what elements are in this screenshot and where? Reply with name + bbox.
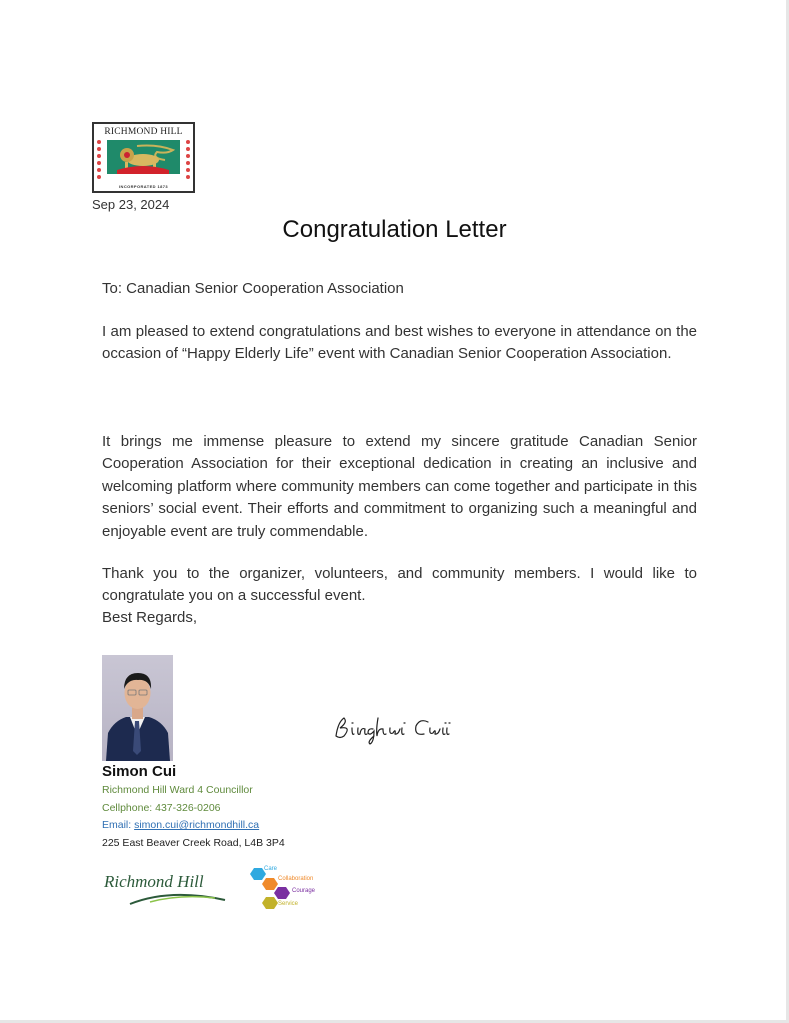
letter-title: Congratulation Letter: [282, 216, 507, 243]
paragraph-2: It brings me immense pleasure to extend my sincere gratitude Canadian Senior Cooperation Association for their exceptional dedication in creating an inclusive and welcoming platform where community members can come together and participate in this seniors’ social event. Their efforts and commitment to organizing such a meaningful and enjoyable event are truly commendable.: [102, 433, 697, 540]
paragraph-3: Thank you to the organizer, volunteers, and community members. I would like to congratulate you on a successful event.: [102, 565, 697, 605]
value-courage: Courage: [292, 888, 316, 894]
sender-name: Simon Cui: [102, 763, 177, 780]
values-hexagon-logo: [246, 866, 336, 914]
crest-lion-icon: [107, 140, 180, 179]
sender-cellphone: Cellphone: 437-326-0206: [102, 802, 221, 814]
richmond-hill-wordmark-logo: [100, 868, 232, 910]
email-label: Email:: [102, 819, 135, 831]
sender-email-line: [102, 819, 259, 831]
sender-portrait-photo: [102, 655, 173, 761]
closing: Best Regards,: [102, 609, 198, 626]
letter-date: Sep 23, 2024: [92, 197, 170, 212]
handwritten-signature: [330, 712, 465, 751]
richmond-hill-logo-wordmark: Richmond Hill: [104, 872, 204, 891]
value-care: Care: [264, 866, 278, 872]
crest-dots-left: [97, 140, 101, 182]
crest-title: RICHMOND HILL: [104, 127, 183, 137]
richmond-hill-logo-text: [104, 872, 204, 892]
value-collaboration: Collaboration: [278, 876, 314, 882]
crest-subtitle: INCORPORATED 1873: [119, 184, 168, 189]
richmond-hill-crest-logo: [92, 122, 195, 193]
paragraph-1: I am pleased to extend congratulations and best wishes to everyone in attendance on the occasion of “Happy Elderly Life” event with Canadian Senior Cooperation Association.: [102, 323, 697, 363]
crest-dots-right: [186, 140, 190, 182]
sender-role: Richmond Hill Ward 4 Councillor: [102, 784, 253, 796]
sender-address: 225 East Beaver Creek Road, L4B 3P4: [102, 837, 285, 849]
email-link[interactable]: simon.cui@richmondhill.ca: [134, 819, 260, 831]
recipient-line: To: Canadian Senior Cooperation Association: [102, 280, 404, 297]
value-service: Service: [278, 901, 299, 907]
